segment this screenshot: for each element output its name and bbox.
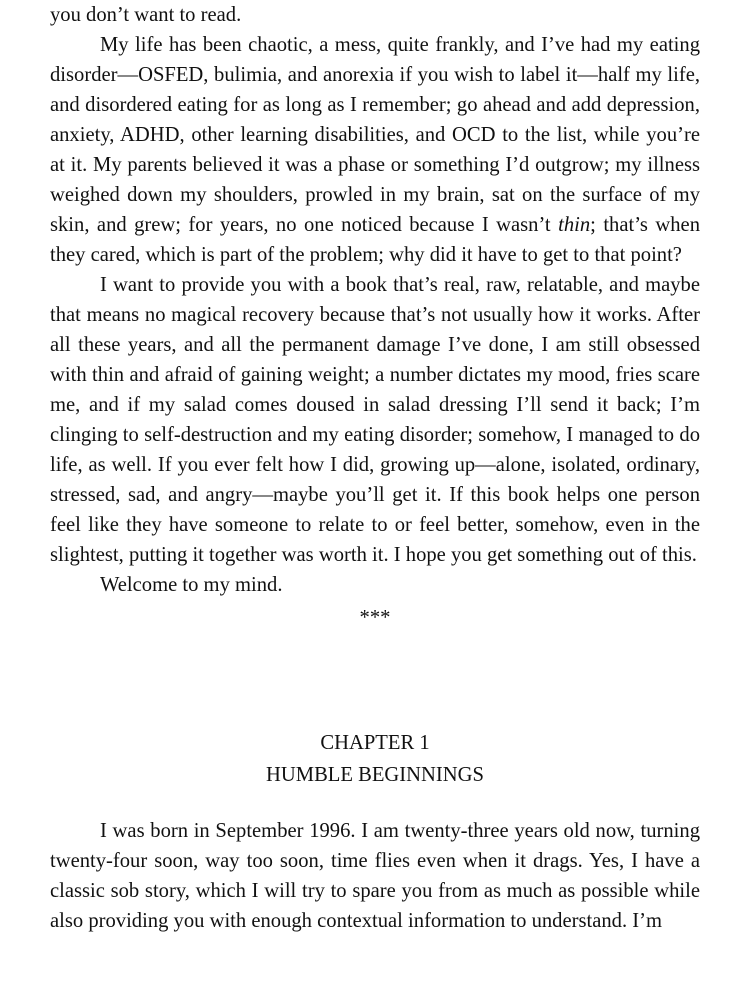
paragraph-book-purpose: I want to provide you with a book that’s real, raw, relatable, and maybe that means no magical recovery because that’s not usually how it works. After all these years, and all the permanent damage I’ve done, I am still obsessed with thin and afraid of gaining weight; a number dictates my mood, fries scare me, and if my salad comes doused in salad dressing I’ll send it back; I’m clinging to self-destruction and my eating disorder; somehow, I managed to do life, as well. If you ever felt how I did, growing up—alone, isolated, ordinary, stressed, sad, and angry—maybe you’ll get it. If this book helps one person feel like they have someone to relate to or feel better, somehow, even in the slightest, putting it together was worth it. I hope you get something out of this. <box>50 274 700 566</box>
chapter-number: CHAPTER 1 <box>320 732 430 754</box>
paragraph-life-story-text: My life has been chaotic, a mess, quite frankly, and I’ve had my eating disorder—OSFED, bulimia, and anorexia if you wish to label it—half my life, and disordered eating for as long as I remember; go ahead and add depression, anxiety, ADHD, other learning disabilities, and OCD to the list, while you’re at it. My parents believed it was a phase or something I’d outgrow; my illness weighed down my shoulders, prowled in my brain, sat on the surface of my skin, and grew; for years, no one noticed because I wasn’t <box>50 34 700 236</box>
paragraph-welcome: Welcome to my mind. <box>100 574 283 596</box>
chapter-first-paragraph: I was born in September 1996. I am twenty-three years old now, turning twenty-four soon, way too soon, time flies even when it drags. Yes, I have a classic sob story, which I will try to spare you from as much as possible while also providing you with enough contextual information to understand. I’m <box>50 820 700 932</box>
paragraph-continuation: you don’t want to read. <box>50 4 242 26</box>
book-page <box>50 0 700 936</box>
paragraph-life-story <box>50 30 700 270</box>
section-separator: *** <box>359 607 391 629</box>
emphasis-thin: thin <box>558 214 591 236</box>
chapter-heading <box>50 727 700 791</box>
paragraph-life-story-text-end: ; that’s when they cared, which is part of the problem; why did it have to get to that point? <box>50 214 700 266</box>
chapter-title: HUMBLE BEGINNINGS <box>266 764 484 786</box>
